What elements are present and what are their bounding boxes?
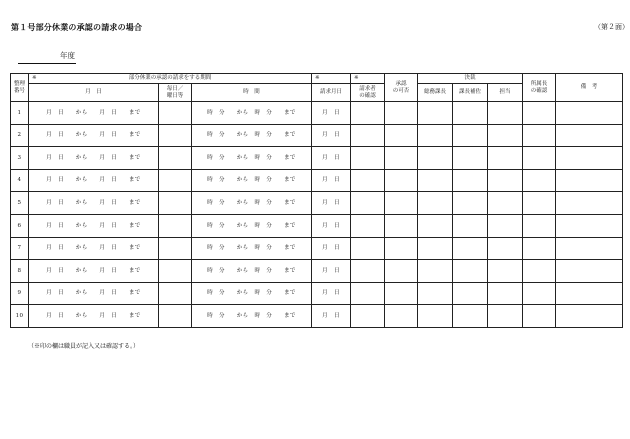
deputy-seal-cell[interactable]	[453, 237, 488, 260]
remarks-cell[interactable]	[556, 102, 623, 125]
header-day: 毎日／ 曜日等	[159, 84, 192, 102]
day-cell[interactable]	[159, 237, 192, 260]
gm-seal-cell[interactable]	[418, 169, 453, 192]
gm-seal-cell[interactable]	[418, 124, 453, 147]
date-range-cell[interactable]: 月 日 から 月 日 まで	[29, 169, 159, 192]
form-title: 第１号部分休業の承認の請求の場合	[11, 22, 143, 32]
staff-seal-cell[interactable]	[488, 260, 523, 283]
row-number: 9	[11, 282, 29, 305]
head-confirm-cell[interactable]	[523, 192, 556, 215]
request-date-cell[interactable]: 月 日	[312, 260, 351, 283]
gm-seal-cell[interactable]	[418, 260, 453, 283]
request-date-cell[interactable]: 月 日	[312, 237, 351, 260]
requester-confirm-cell[interactable]	[351, 237, 385, 260]
request-date-cell[interactable]: 月 日	[312, 282, 351, 305]
header-remarks: 備 考	[556, 74, 623, 102]
gm-seal-cell[interactable]	[418, 237, 453, 260]
deputy-seal-cell[interactable]	[453, 260, 488, 283]
time-range-cell[interactable]: 時 分 から 時 分 まで	[192, 169, 312, 192]
table-row	[11, 192, 623, 215]
requester-confirm-cell[interactable]	[351, 305, 385, 328]
table-row	[11, 214, 623, 237]
day-cell[interactable]	[159, 305, 192, 328]
header-date: 月 日	[29, 84, 159, 102]
header-deputy: 課長補佐	[453, 84, 488, 102]
date-range-cell[interactable]: 月 日 から 月 日 まで	[29, 214, 159, 237]
time-range-cell[interactable]: 時 分 から 時 分 まで	[192, 237, 312, 260]
year-label: 年度	[60, 51, 75, 60]
day-cell[interactable]	[159, 169, 192, 192]
request-date-cell[interactable]: 月 日	[312, 169, 351, 192]
header-decision-group: 決裁	[418, 74, 523, 84]
remarks-cell[interactable]	[556, 237, 623, 260]
table-row	[11, 237, 623, 260]
table-row	[11, 169, 623, 192]
head-confirm-cell[interactable]	[523, 305, 556, 328]
requester-confirm-cell[interactable]	[351, 102, 385, 125]
date-range-cell[interactable]: 月 日 から 月 日 まで	[29, 260, 159, 283]
staff-seal-cell[interactable]	[488, 147, 523, 170]
deputy-seal-cell[interactable]	[453, 305, 488, 328]
remarks-cell[interactable]	[556, 147, 623, 170]
table-row	[11, 260, 623, 283]
staff-seal-cell[interactable]	[488, 124, 523, 147]
approval-cell[interactable]	[385, 282, 418, 305]
day-cell[interactable]	[159, 147, 192, 170]
gm-seal-cell[interactable]	[418, 102, 453, 125]
remarks-cell[interactable]	[556, 169, 623, 192]
approval-cell[interactable]	[385, 124, 418, 147]
request-date-cell[interactable]: 月 日	[312, 124, 351, 147]
deputy-seal-cell[interactable]	[453, 124, 488, 147]
day-cell[interactable]	[159, 102, 192, 125]
footnote: （※印の欄は職員が記入又は確認する。）	[28, 343, 140, 350]
table-row	[11, 102, 623, 125]
day-cell[interactable]	[159, 260, 192, 283]
requester-confirm-cell[interactable]	[351, 214, 385, 237]
requester-confirm-cell[interactable]	[351, 282, 385, 305]
staff-seal-cell[interactable]	[488, 305, 523, 328]
remarks-cell[interactable]	[556, 305, 623, 328]
remarks-cell[interactable]	[556, 282, 623, 305]
approval-cell[interactable]	[385, 305, 418, 328]
approval-cell[interactable]	[385, 147, 418, 170]
header-approval: 承認 の可否	[385, 74, 418, 102]
deputy-seal-cell[interactable]	[453, 169, 488, 192]
approval-cell[interactable]	[385, 169, 418, 192]
row-number: 3	[11, 147, 29, 170]
leave-request-table	[10, 73, 623, 328]
day-cell[interactable]	[159, 214, 192, 237]
time-range-cell[interactable]: 時 分 から 時 分 まで	[192, 260, 312, 283]
request-date-cell[interactable]: 月 日	[312, 102, 351, 125]
gm-seal-cell[interactable]	[418, 214, 453, 237]
row-number: 1	[11, 102, 29, 125]
time-range-cell[interactable]: 時 分 から 時 分 まで	[192, 124, 312, 147]
row-number: 2	[11, 124, 29, 147]
gm-seal-cell[interactable]	[418, 147, 453, 170]
date-range-cell[interactable]: 月 日 から 月 日 まで	[29, 102, 159, 125]
header-req-mark: ※	[312, 74, 351, 84]
table-row	[11, 305, 623, 328]
time-range-cell[interactable]: 時 分 から 時 分 まで	[192, 214, 312, 237]
approval-cell[interactable]	[385, 214, 418, 237]
day-cell[interactable]	[159, 282, 192, 305]
request-date-cell[interactable]: 月 日	[312, 305, 351, 328]
header-staff: 担当	[488, 84, 523, 102]
deputy-seal-cell[interactable]	[453, 147, 488, 170]
staff-seal-cell[interactable]	[488, 214, 523, 237]
head-confirm-cell[interactable]	[523, 260, 556, 283]
head-confirm-cell[interactable]	[523, 102, 556, 125]
time-range-cell[interactable]: 時 分 から 時 分 まで	[192, 192, 312, 215]
asterisk-mark: ※	[32, 75, 37, 81]
header-period-group: ※ 部分休業の承認の請求をする期間	[29, 74, 312, 84]
requester-confirm-cell[interactable]	[351, 260, 385, 283]
day-cell[interactable]	[159, 124, 192, 147]
header-seq: 整理 番号	[11, 74, 29, 102]
staff-seal-cell[interactable]	[488, 169, 523, 192]
row-number: 8	[11, 260, 29, 283]
staff-seal-cell[interactable]	[488, 192, 523, 215]
staff-seal-cell[interactable]	[488, 282, 523, 305]
date-range-cell[interactable]: 月 日 から 月 日 まで	[29, 192, 159, 215]
head-confirm-cell[interactable]	[523, 169, 556, 192]
row-number: 10	[11, 305, 29, 328]
date-range-cell[interactable]: 月 日 から 月 日 まで	[29, 237, 159, 260]
deputy-seal-cell[interactable]	[453, 214, 488, 237]
row-number: 5	[11, 192, 29, 215]
row-number: 7	[11, 237, 29, 260]
row-number: 6	[11, 214, 29, 237]
table-row	[11, 282, 623, 305]
header-head-confirm: 所属長 の確認	[523, 74, 556, 102]
time-range-cell[interactable]: 時 分 から 時 分 まで	[192, 305, 312, 328]
head-confirm-cell[interactable]	[523, 282, 556, 305]
remarks-cell[interactable]	[556, 214, 623, 237]
requester-confirm-cell[interactable]	[351, 169, 385, 192]
request-date-cell[interactable]: 月 日	[312, 214, 351, 237]
requester-confirm-cell[interactable]	[351, 124, 385, 147]
header-requester-mark: ※	[351, 74, 385, 84]
page-number: （第２面）	[594, 23, 629, 31]
request-date-cell[interactable]: 月 日	[312, 192, 351, 215]
remarks-cell[interactable]	[556, 192, 623, 215]
gm-seal-cell[interactable]	[418, 282, 453, 305]
deputy-seal-cell[interactable]	[453, 282, 488, 305]
approval-cell[interactable]	[385, 192, 418, 215]
approval-cell[interactable]	[385, 260, 418, 283]
staff-seal-cell[interactable]	[488, 237, 523, 260]
table-row	[11, 147, 623, 170]
day-cell[interactable]	[159, 192, 192, 215]
header-gm: 総務課長	[418, 84, 453, 102]
row-number: 4	[11, 169, 29, 192]
head-confirm-cell[interactable]	[523, 124, 556, 147]
gm-seal-cell[interactable]	[418, 192, 453, 215]
date-range-cell[interactable]: 月 日 から 月 日 まで	[29, 124, 159, 147]
time-range-cell[interactable]: 時 分 から 時 分 まで	[192, 147, 312, 170]
table-row	[11, 124, 623, 147]
head-confirm-cell[interactable]	[523, 237, 556, 260]
gm-seal-cell[interactable]	[418, 305, 453, 328]
header-req-date: 請求月日	[312, 84, 351, 102]
deputy-seal-cell[interactable]	[453, 102, 488, 125]
requester-confirm-cell[interactable]	[351, 147, 385, 170]
remarks-cell[interactable]	[556, 124, 623, 147]
requester-confirm-cell[interactable]	[351, 192, 385, 215]
staff-seal-cell[interactable]	[488, 102, 523, 125]
date-range-cell[interactable]: 月 日 から 月 日 まで	[29, 282, 159, 305]
approval-cell[interactable]	[385, 102, 418, 125]
time-range-cell[interactable]: 時 分 から 時 分 まで	[192, 102, 312, 125]
header-requester: 請求者 の確認	[351, 84, 385, 102]
request-date-cell[interactable]: 月 日	[312, 147, 351, 170]
time-range-cell[interactable]: 時 分 から 時 分 まで	[192, 282, 312, 305]
header-time: 時 間	[192, 84, 312, 102]
header-row-1	[11, 74, 623, 84]
head-confirm-cell[interactable]	[523, 147, 556, 170]
approval-cell[interactable]	[385, 237, 418, 260]
remarks-cell[interactable]	[556, 260, 623, 283]
date-range-cell[interactable]: 月 日 から 月 日 まで	[29, 147, 159, 170]
deputy-seal-cell[interactable]	[453, 192, 488, 215]
head-confirm-cell[interactable]	[523, 214, 556, 237]
date-range-cell[interactable]: 月 日 から 月 日 まで	[29, 305, 159, 328]
